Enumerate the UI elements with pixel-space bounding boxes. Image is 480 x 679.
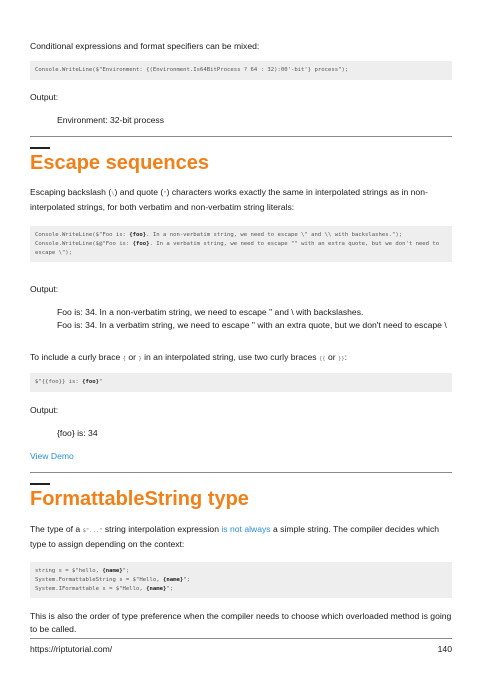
heading-formattablestring-type: FormattableString type: [30, 488, 249, 510]
heading-accent-bar: [30, 147, 50, 149]
page-footer: [30, 644, 452, 654]
section-divider: [30, 472, 452, 473]
escape-description: Escaping backslash (\) and quote (") characters works exactly the same in interpolated strings as in non-interpolated strings, for both verbatim and non-verbatim string literals:: [30, 187, 428, 212]
footer-url: https://riptutorial.com/: [30, 644, 113, 654]
code-block-format: Console.WriteLine($"Environment: {(Environment.Is64BitProcess ? 64 : 32):00'-bit'} process");: [30, 61, 452, 80]
page-number: 140: [437, 644, 452, 654]
code-block-braces: $"{{foo}} is: {foo}": [30, 373, 452, 392]
output-label: Output:: [30, 284, 59, 294]
output-label: Output:: [30, 405, 59, 415]
is-not-always-link[interactable]: is not always: [221, 524, 271, 534]
intro-text: Conditional expressions and format specifiers can be mixed:: [30, 41, 260, 51]
code-block-escape: Console.WriteLine($"Foo is: {foo}. In a non-verbatim string, we need to escape \" and \\ with backslashes."); Console.WriteLine($@"Foo is: {foo}. In a verbatim string, we need to escape "" with an extra quote, but we don't need to escape \");: [30, 226, 452, 262]
curly-brace-text: To include a curly brace { or } in an interpolated string, use two curly braces {{ or }}:: [30, 352, 347, 362]
output-escape: Foo is: 34. In a non-verbatim string, we need to escape " and \ with backslashes. Foo is: 34. In a verbatim string, we need to escape " with an extra quote, but we don't need to escape \: [57, 307, 447, 330]
formattable-closing-text: This is also the order of type preference when the compiler needs to choose which overloaded method is going to be called.: [30, 611, 452, 634]
heading-escape-sequences: Escape sequences: [30, 152, 209, 174]
code-block-formattable: string s = $"hello, {name}"; System.FormattableString s = $"Hello, {name}"; System.IFormattable s = $"Hello, {name}";: [30, 562, 452, 598]
output-label: Output:: [30, 92, 59, 102]
section-divider: [30, 136, 452, 137]
view-demo-link[interactable]: View Demo: [30, 451, 74, 461]
formattable-description: The type of a $"..." string interpolation expression is not always a simple string. The compiler decides which type to assign depending on the context:: [30, 524, 440, 549]
output-braces: {foo} is: 34: [57, 428, 98, 438]
heading-accent-bar: [30, 483, 50, 485]
output-environment: Environment: 32-bit process: [57, 115, 164, 125]
footer-divider: [30, 638, 452, 639]
